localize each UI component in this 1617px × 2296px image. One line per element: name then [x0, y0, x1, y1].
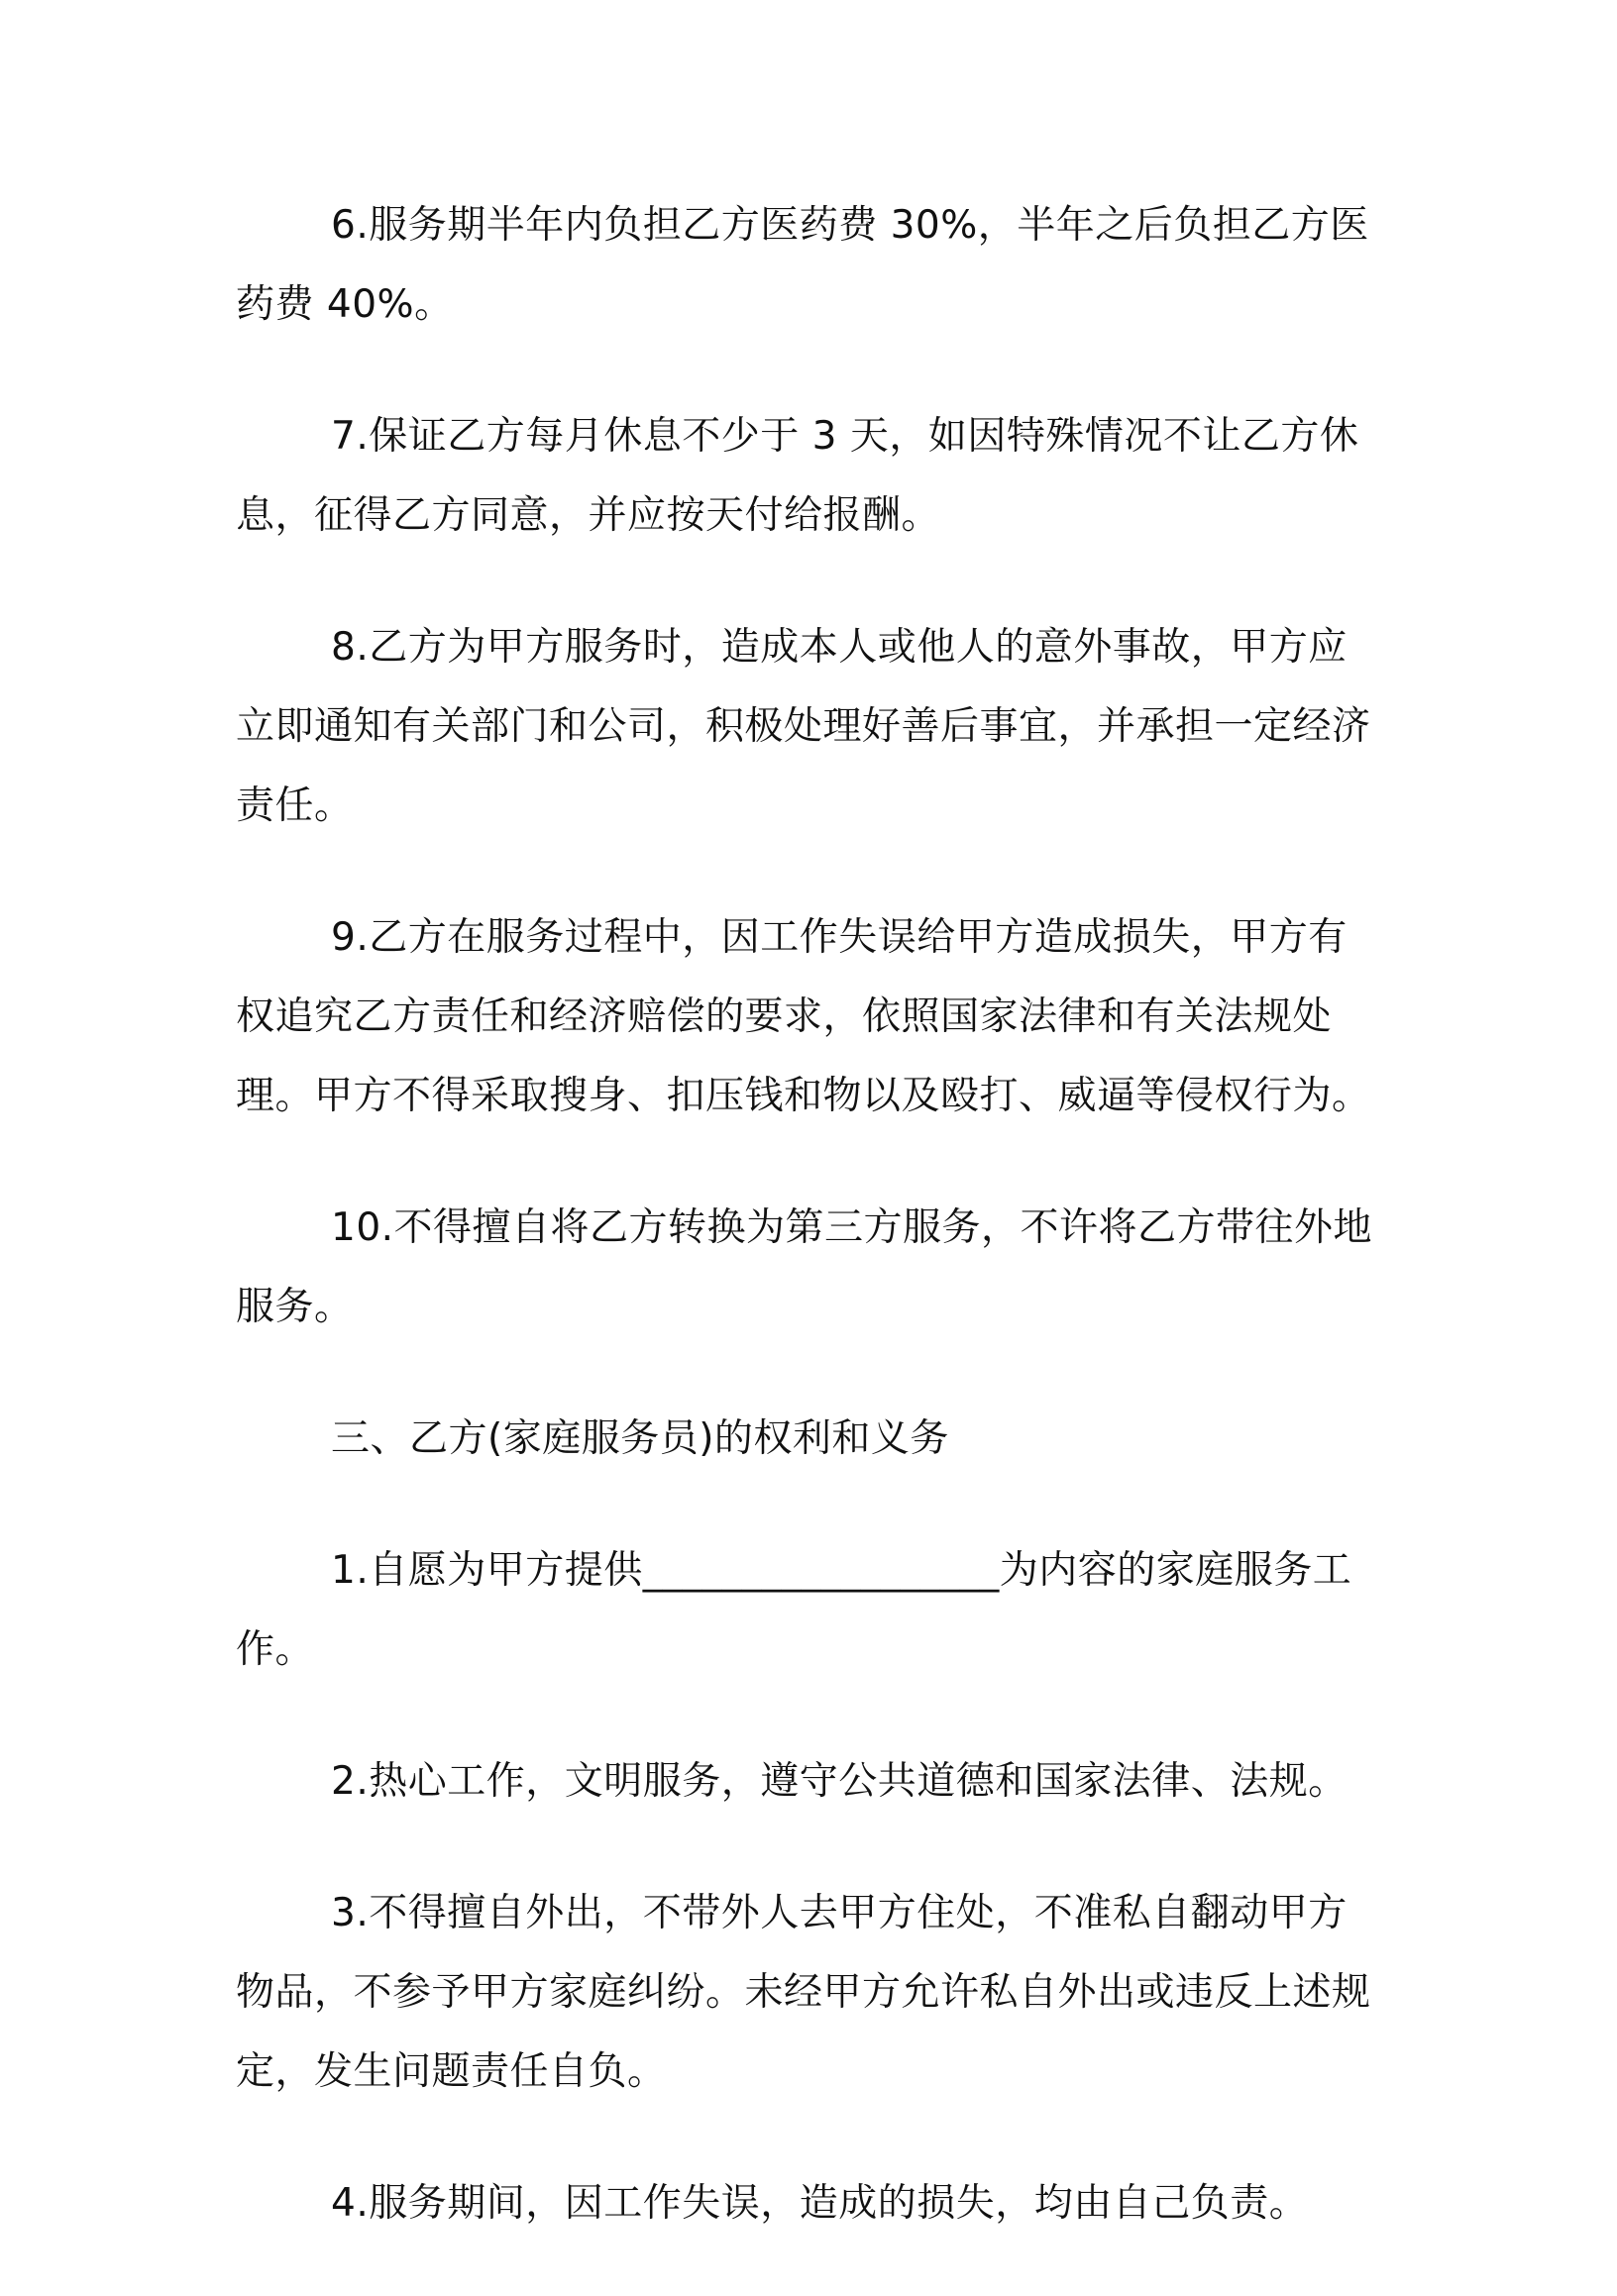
duty-3: 3.不得擅自外出，不带外人去甲方住处，不准私自翻动甲方物品，不参予甲方家庭纠纷。未经甲方允许私自外出或违反上述规定，发生问题责任自负。	[236, 1891, 1371, 2094]
clause-8: 8.乙方为甲方服务时，造成本人或他人的意外事故，甲方应立即通知有关部门和公司，积极处理好善后事宜，并承担一定经济责任。	[236, 625, 1371, 828]
document-body	[236, 186, 1385, 2296]
clause-6: 6.服务期半年内负担乙方医药费 30%，半年之后负担乙方医药费 40%。	[236, 203, 1369, 327]
clause-9: 9.乙方在服务过程中，因工作失误给甲方造成损失，甲方有权追究乙方责任和经济赔偿的要求，依照国家法律和有关法规处理。甲方不得采取搜身、扣压钱和物以及殴打、威逼等侵权行为。	[236, 915, 1371, 1118]
duty-2: 2.热心工作，文明服务，遵守公共道德和国家法律、法规。	[331, 1759, 1348, 1804]
clause-7: 7.保证乙方每月休息不少于 3 天，如因特殊情况不让乙方休息，征得乙方同意，并应按天付给报酬。	[236, 414, 1359, 538]
clause-10: 10.不得擅自将乙方转换为第三方服务，不许将乙方带往外地服务。	[236, 1205, 1373, 1329]
duty-1: 1.自愿为甲方提供__________________为内容的家庭服务工作。	[236, 1548, 1352, 1672]
section-heading: 三、乙方(家庭服务员)的权利和义务	[331, 1416, 949, 1461]
duty-4: 4.服务期间，因工作失误，造成的损失，均由自己负责。	[331, 2181, 1309, 2226]
